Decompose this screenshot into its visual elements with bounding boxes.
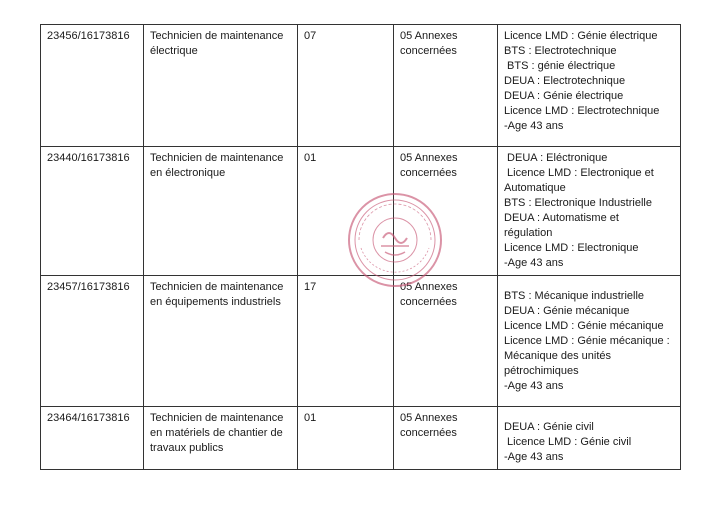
- table-row: [41, 147, 681, 276]
- position-requirements: DEUA : Génie civil Licence LMD : Génie civil -Age 43 ans: [498, 407, 681, 470]
- position-quantity: 01: [298, 147, 394, 276]
- table-row: [41, 407, 681, 470]
- position-title: Technicien de maintenance électrique: [144, 25, 298, 147]
- position-code: 23457/16173816: [41, 276, 144, 407]
- position-title: Technicien de maintenance en matériels de chantier de travaux publics: [144, 407, 298, 470]
- position-annexes: 05 Annexes concernées: [394, 147, 498, 276]
- position-code: 23440/16173816: [41, 147, 144, 276]
- position-title: Technicien de maintenance en équipements industriels: [144, 276, 298, 407]
- positions-table: [40, 24, 681, 470]
- position-title: Technicien de maintenance en électronique: [144, 147, 298, 276]
- position-annexes: 05 Annexes concernées: [394, 25, 498, 147]
- table-row: [41, 25, 681, 147]
- position-quantity: 17: [298, 276, 394, 407]
- position-requirements: Licence LMD : Génie électrique BTS : Electrotechnique BTS : génie électrique DEUA : Electrotechnique DEUA : Génie électrique Licence LMD : Electrotechnique -Age 43 ans: [498, 25, 681, 147]
- position-annexes: 05 Annexes concernées: [394, 276, 498, 407]
- position-code: 23464/16173816: [41, 407, 144, 470]
- position-requirements: DEUA : Eléctronique Licence LMD : Electronique et Automatique BTS : Electronique Industrielle DEUA : Automatisme et régulation Licence LMD : Electronique -Age 43 ans: [498, 147, 681, 276]
- position-requirements: BTS : Mécanique industrielle DEUA : Génie mécanique Licence LMD : Génie mécanique Licence LMD : Génie mécanique : Mécanique des unités pétrochimiques -Age 43 ans: [498, 276, 681, 407]
- position-quantity: 07: [298, 25, 394, 147]
- position-annexes: 05 Annexes concernées: [394, 407, 498, 470]
- position-quantity: 01: [298, 407, 394, 470]
- table-row: [41, 276, 681, 407]
- position-code: 23456/16173816: [41, 25, 144, 147]
